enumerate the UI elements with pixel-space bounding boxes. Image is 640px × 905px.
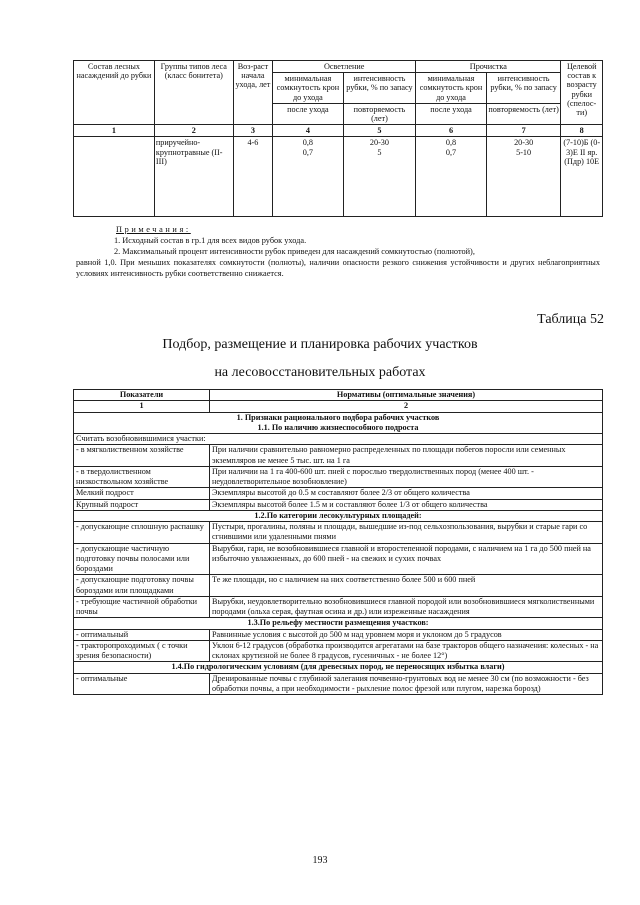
header-intensity-2: интенсивность рубки, % по запасу [486,73,561,104]
value-repeat: 5 [377,147,382,157]
header-norms: Нормативы (оптимальные значения) [210,390,603,401]
note-1: 1. Исходный состав в гр.1 для всех видов рубок ухода. [114,235,307,245]
norm-cell: При наличии сравнительно равномерно распределенных по площади побегов поросли или семенных экземпляров не менее 5 тыс. шт. на 1 га [210,445,603,467]
notes-block [76,225,600,280]
value-after: 0,7 [445,147,457,157]
norm-cell: Вырубки, гари, не возобновившиеся главной и второстепенной породами, с наличием на 1 га до 500 пней на избыточно увлажненных, до 600 пней - на свежих и сухих почвах [210,543,603,575]
cell-intensity-2 [486,137,561,217]
header-indicators: Показатели [74,390,210,401]
section-title: 1. Признаки рационального подбора рабочих участков [236,412,440,422]
table-row [74,575,603,597]
norm-cell: Вырубки, неудовлетворительно возобновившиеся главной породой или возобновившиеся мягколиственными породами (ольха серая, фаутная осина и др.) или изреженные насаждения [210,596,603,618]
value-intensity: 20-30 [514,138,534,148]
table-row [74,673,603,695]
section-heading: 1.4.По гидрологическим условиям (для древесных пород, не переносящих избытка влаги) [74,662,603,673]
rows-section-2 [74,522,603,618]
work-sites-table [73,389,603,695]
indicator-cell: - требующие частичной обработки почвы [74,596,210,618]
table-row [74,522,603,544]
indicator-cell: - тракторопроходимых ( с точки зрения безопасности) [74,640,210,662]
header-after-care-2: после ухода [416,103,487,124]
table-row [74,640,603,662]
indicator-cell: Мелкий подрост [74,488,210,499]
header-intensity: интенсивность рубки, % по запасу [343,73,416,104]
col-number: 2 [154,125,233,137]
forest-care-table [73,60,603,217]
page-number: 193 [312,855,328,866]
table-row [74,445,603,467]
indicator-cell: - допускающие частичную подготовку почвы полосами или бороздами [74,543,210,575]
col-number: 6 [416,125,487,137]
indicator-cell: - допускающие сплошную распашку [74,522,210,544]
indicator-cell: - допускающие подготовку почвы бороздами или площадками [74,575,210,597]
value-intensity: 20-30 [369,138,389,148]
indicator-cell: - в твердолиственном низкоствольном хозяйстве [74,466,210,488]
norm-cell: Уклон 6-12 градусов (обработка производится агрегатами на базе тракторов общего назначения: колесных - на склонах крутизной не более 8 градусов, гусеничных - не более 12°) [210,640,603,662]
norm-cell: При наличии на 1 га 400-600 шт. пней с порослью твердолиственных пород (менее 400 шт. - неудовлетворительное возобновление) [210,466,603,488]
full-row-text: Считать возобновившимися участки: [74,434,603,445]
table-title-continued: на лесовосстановительных работах [214,365,426,380]
indicator-cell: Крупный подрост [74,499,210,510]
header-forest-type-groups: Группы типов леса (класс бонитета) [154,61,233,125]
notes-title: Примечания: [116,225,191,234]
col-number: 4 [273,125,344,137]
table-row [74,137,603,217]
cell-forest-type: приручейно-крупнотравные (II-III) [154,137,233,217]
col-number: 8 [561,125,603,137]
indicator-cell: - оптимальные [74,673,210,695]
rows-section-1 [74,445,603,511]
value-before: 0,8 [302,138,313,148]
col-number: 3 [233,125,272,137]
section-heading: 1.3.По рельефу местности размещения участков: [74,618,603,629]
cell-density [273,137,344,217]
table-row [74,488,603,499]
table-number: Таблица 52 [537,312,604,327]
section-heading: 1.2.По категории лесокультурных площадей: [74,510,603,521]
col-number: 1 [74,401,210,412]
col-number: 7 [486,125,561,137]
indicator-cell: - в мягколиственном хозяйстве [74,445,210,467]
indicator-cell: - оптимальный [74,629,210,640]
header-min-density-2: минимальная сомкнутость крон до ухода [416,73,487,104]
cell-start-age: 4-6 [233,137,272,217]
norm-cell: Пустыри, прогалины, поляны и площади, вышедшие из-под сельхозпользования, вырубки и старые гари со сгнившими или удаленными пнями [210,522,603,544]
header-osvetlenie: Осветление [273,61,416,73]
header-prochistka: Прочистка [416,61,561,73]
header-min-density: минимальная сомкнутость крон до ухода [273,73,344,104]
value-repeat: 5-10 [516,147,532,157]
col-number: 2 [210,401,603,412]
cell-stand-composition [74,137,155,217]
note-2-continued: равной 1,0. При меньших показателях сомкнутости (полноты), наличии опасности резкого снижения устойчивости и других неблагоприятных условиях интенсивность рубки соответственно снижается. [76,257,600,278]
norm-cell: Равнинные условия с высотой до 500 м над уровнем моря и уклоном до 5 градусов [210,629,603,640]
header-after-care: после ухода [273,103,344,124]
table-row [74,499,603,510]
note-2: 2. Максимальный процент интенсивности рубок приведен для насаждений сомкнутостью (полнотой), [114,246,475,256]
header-care-start-age: Воз-раст начала ухода, лет [233,61,272,125]
subsection-title: 1.1. По наличию жизнеспособного подроста [257,422,419,432]
cell-intensity [343,137,416,217]
table-row [74,629,603,640]
table-row [74,543,603,575]
table-row [74,466,603,488]
col-number: 5 [343,125,416,137]
header-target-composition: Целевой состав к возрасту рубки (спелос-ти) [561,61,603,125]
norm-cell: Дренированные почвы с глубиной залегания почвенно-грунтовых вод не менее 30 см (по возможности - без обработки почвы, а при необходимости - рыхление полос фрезой или плугом, нарезка борозд) [210,673,603,695]
cell-target-composition: (7-10)Б (0-3)Е II яр. (Пдр) 10Е [561,137,603,217]
table-row [74,596,603,618]
value-after: 0,7 [302,147,313,157]
header-repeatability: повторяемость (лет) [343,103,416,124]
value-before: 0,8 [445,138,457,148]
header-stand-composition: Состав лесных насаждений до рубки [74,61,155,125]
rows-section-3 [74,629,603,662]
norm-cell: Экземпляры высотой до 0.5 м составляют более 2/3 от общего количества [210,488,603,499]
header-repeatability-2: повторяемость (лет) [486,103,561,124]
col-number: 1 [74,125,155,137]
rows-section-4 [74,673,603,695]
cell-density-2 [416,137,487,217]
norm-cell: Те же площади, но с наличием на них соответственно более 500 и 600 пней [210,575,603,597]
section-heading [74,412,603,434]
norm-cell: Экземпляры высотой более 1.5 м и составляют более 1/3 от общего количества [210,499,603,510]
table-title: Подбор, размещение и планировка рабочих участков [162,337,478,352]
